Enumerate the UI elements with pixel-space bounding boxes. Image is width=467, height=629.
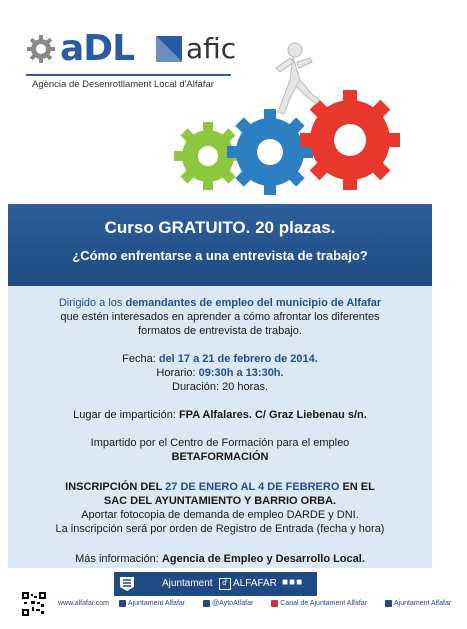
facebook-icon <box>119 600 126 607</box>
horario-line <box>8 366 432 380</box>
logo-adl-text: aDL <box>60 28 135 69</box>
horario-label: Horario: <box>156 367 199 379</box>
fecha-label: Fecha: <box>122 353 159 365</box>
inscripcion-dates: 27 DE ENERO AL 4 DE FEBRERO <box>165 481 340 493</box>
intro-line-3: formatos de entrevista de trabajo. <box>138 325 302 337</box>
flickr-icon <box>385 600 392 607</box>
blue-gear-icon <box>227 109 313 195</box>
logo-afic-text: afic <box>186 32 237 65</box>
inscripcion-line-1 <box>8 480 432 494</box>
ajuntament-text: Ajuntament <box>162 578 213 589</box>
intro-line-1 <box>8 296 432 310</box>
mas-info-label: Más información: <box>75 553 162 565</box>
twitter-link[interactable] <box>203 600 261 607</box>
twitter-icon <box>203 600 210 607</box>
lugar-value: FPA Alfalares. C/ Graz Liebenau s/n. <box>178 409 367 421</box>
lugar-line <box>8 408 432 422</box>
youtube-label: Canal de Ajuntament Alfafar <box>280 600 368 608</box>
website-link[interactable]: www.alfafar.com <box>58 600 109 608</box>
twitter-label: @AytoAlfafar <box>212 600 254 608</box>
crest-icon <box>118 575 154 593</box>
ajuntament-logo-bar <box>114 572 317 596</box>
inscripcion-prefix: INSCRIPCIÓN DEL <box>65 481 166 493</box>
alfafar-text: ALFAFAR <box>233 578 277 589</box>
horario-value: 09:30h a 13:30h. <box>198 367 284 379</box>
course-subtitle: ¿Cómo enfrentarse a una entrevista de trabajo? <box>72 248 368 263</box>
gears-illustration <box>150 40 440 200</box>
inscripcion-suffix: EN EL <box>339 481 375 493</box>
flickr-link[interactable] <box>385 600 459 607</box>
inscripcion-line-2: SAC DEL AYUNTAMIENTO Y BARRIO ORBA. <box>103 495 337 507</box>
social-links <box>58 600 467 607</box>
facebook-label: Ajuntament Alfafar <box>127 600 186 608</box>
fecha-line <box>8 352 432 366</box>
youtube-icon <box>271 600 278 607</box>
mas-info-line <box>8 552 432 566</box>
youtube-link[interactable] <box>271 600 375 607</box>
gear-icon <box>26 34 56 64</box>
fecha-value: del 17 a 21 de febrero de 2014. <box>158 353 318 365</box>
qr-code-icon[interactable] <box>22 592 46 616</box>
facebook-link[interactable] <box>119 600 193 607</box>
impartido-line-1: Impartido por el Centro de Formación para el empleo <box>90 437 350 449</box>
intro-prefix: Dirigido a los <box>58 297 126 309</box>
logo-subtitle: Agència de Desenrotllament Local d'Alfafar <box>32 79 214 90</box>
person-figure-icon <box>276 43 320 114</box>
decor-dots: ■■■ <box>282 577 304 588</box>
lugar-label: Lugar de impartición: <box>73 409 179 421</box>
mas-info-value: Agencia de Empleo y Desarrollo Local. <box>161 553 365 565</box>
course-title: Curso GRATUITO. 20 plazas. <box>104 218 336 237</box>
red-gear-icon <box>300 90 400 190</box>
intro-highlight: demandantes de empleo del municipio de Alfafar <box>125 297 382 309</box>
aportar-line: Aportar fotocopia de demanda de empleo DARDE y DNI. <box>81 509 359 521</box>
d-box: d' <box>219 578 231 590</box>
impartido-line-2: BETAFORMACIÓN <box>171 451 269 463</box>
title-band <box>8 204 432 286</box>
flickr-label: Ajuntament Alfafar <box>393 600 452 608</box>
intro-line-2: que estén interesados en aprender a cómo afrontar los diferentes <box>60 311 380 323</box>
duracion-line: Duración: 20 horas. <box>172 381 268 393</box>
info-panel <box>8 286 432 568</box>
orden-line: La inscripción será por orden de Registro de Entrada (fecha y hora) <box>55 523 385 535</box>
